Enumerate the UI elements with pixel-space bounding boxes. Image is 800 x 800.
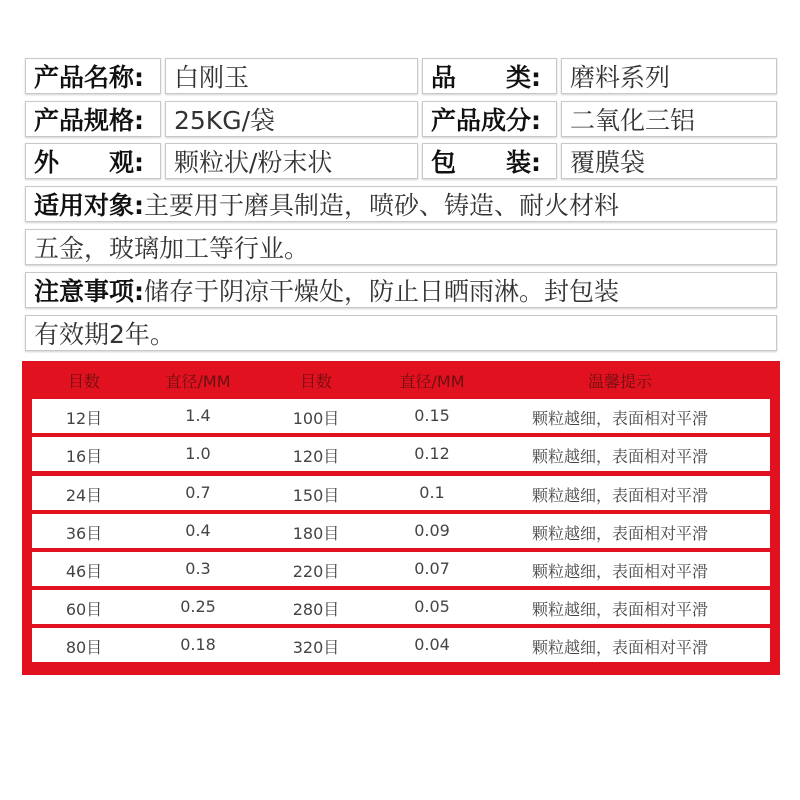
- mesh-cell: 80目: [65, 638, 103, 657]
- header-tip: 温馨提示: [587, 372, 653, 391]
- diameter-cell: 0.12: [414, 444, 450, 463]
- diameter-cell: 0.09: [414, 521, 450, 540]
- table-header-row: [22, 361, 780, 397]
- tip-cell: 颗粒越细，表面相对平滑: [531, 486, 709, 505]
- mesh-cell: 16目: [65, 447, 103, 466]
- usage-label: 适用对象:: [34, 191, 144, 220]
- notice-continuation-box: [25, 315, 777, 351]
- category-label-box: [422, 58, 557, 94]
- package-label: 包 装:: [431, 148, 541, 177]
- table-row: [32, 590, 770, 624]
- diameter-cell: 0.15: [414, 406, 450, 425]
- usage-continuation-box: [25, 229, 777, 265]
- diameter-cell: 0.25: [180, 597, 216, 616]
- diameter-cell: 0.1: [419, 483, 445, 502]
- category-value: 磨料系列: [570, 63, 671, 92]
- diameter-cell: 0.3: [185, 559, 211, 578]
- table-row: [32, 399, 770, 433]
- package-value: 覆膜袋: [570, 148, 646, 177]
- notice-label: 注意事项:: [34, 277, 144, 306]
- diameter-cell: 0.07: [414, 559, 450, 578]
- mesh-cell: 24目: [65, 486, 103, 505]
- mesh-cell: 36目: [65, 524, 103, 543]
- appearance-value: 颗粒状/粉末状: [174, 148, 333, 177]
- spec-value: 25KG/袋: [174, 106, 276, 135]
- tip-cell: 颗粒越细，表面相对平滑: [531, 409, 709, 428]
- product-name-label-box: [25, 58, 161, 94]
- table-row: [32, 552, 770, 586]
- header-diameter-2: 直径/MM: [399, 372, 465, 391]
- tip-cell: 颗粒越细，表面相对平滑: [531, 524, 709, 543]
- category-value-box: [561, 58, 777, 94]
- package-label-box: [422, 143, 557, 179]
- notice-value-line1: 储存于阴凉干燥处，防止日晒雨淋。封包装: [144, 277, 620, 306]
- mesh-cell: 220目: [292, 562, 340, 581]
- tip-cell: 颗粒越细，表面相对平滑: [531, 638, 709, 657]
- diameter-cell: 0.04: [414, 635, 450, 654]
- mesh-cell: 12目: [65, 409, 103, 428]
- mesh-cell: 320目: [292, 638, 340, 657]
- mesh-size-table: [22, 361, 780, 675]
- spec-label: 产品规格:: [34, 106, 144, 135]
- usage-value-line2: 五金，玻璃加工等行业。: [34, 234, 310, 263]
- product-name-value-box: [165, 58, 418, 94]
- mesh-cell: 180目: [292, 524, 340, 543]
- table-row: [32, 514, 770, 548]
- mesh-cell: 280目: [292, 600, 340, 619]
- usage-value-line1: 主要用于磨具制造，喷砂、铸造、耐火材料: [144, 191, 620, 220]
- mesh-cell: 120目: [292, 447, 340, 466]
- mesh-cell: 60目: [65, 600, 103, 619]
- diameter-cell: 1.4: [185, 406, 211, 425]
- tip-cell: 颗粒越细，表面相对平滑: [531, 600, 709, 619]
- composition-value: 二氧化三铝: [570, 106, 696, 135]
- header-mesh-2: 目数: [299, 372, 333, 391]
- composition-label-box: [422, 101, 557, 137]
- category-label: 品 类:: [431, 63, 541, 92]
- table-row: [32, 476, 770, 510]
- table-row: [32, 628, 770, 662]
- mesh-cell: 100目: [292, 409, 340, 428]
- diameter-cell: 0.7: [185, 483, 211, 502]
- product-name-label: 产品名称:: [34, 63, 144, 92]
- header-diameter-1: 直径/MM: [165, 372, 231, 391]
- diameter-cell: 0.4: [185, 521, 211, 540]
- package-value-box: [561, 143, 777, 179]
- header-mesh-1: 目数: [67, 372, 101, 391]
- spec-label-box: [25, 101, 161, 137]
- product-name-value: 白刚玉: [174, 63, 250, 92]
- tip-cell: 颗粒越细，表面相对平滑: [531, 447, 709, 466]
- composition-value-box: [561, 101, 777, 137]
- tip-cell: 颗粒越细，表面相对平滑: [531, 562, 709, 581]
- appearance-label: 外 观:: [34, 148, 144, 177]
- mesh-cell: 150目: [292, 486, 340, 505]
- appearance-label-box: [25, 143, 161, 179]
- notice-box: [25, 272, 777, 308]
- table-row: [32, 437, 770, 471]
- diameter-cell: 0.05: [414, 597, 450, 616]
- mesh-cell: 46目: [65, 562, 103, 581]
- appearance-value-box: [165, 143, 418, 179]
- diameter-cell: 0.18: [180, 635, 216, 654]
- notice-value-line2: 有效期2年。: [34, 320, 175, 349]
- composition-label: 产品成分:: [431, 106, 541, 135]
- spec-value-box: [165, 101, 418, 137]
- diameter-cell: 1.0: [185, 444, 211, 463]
- usage-box: [25, 186, 777, 222]
